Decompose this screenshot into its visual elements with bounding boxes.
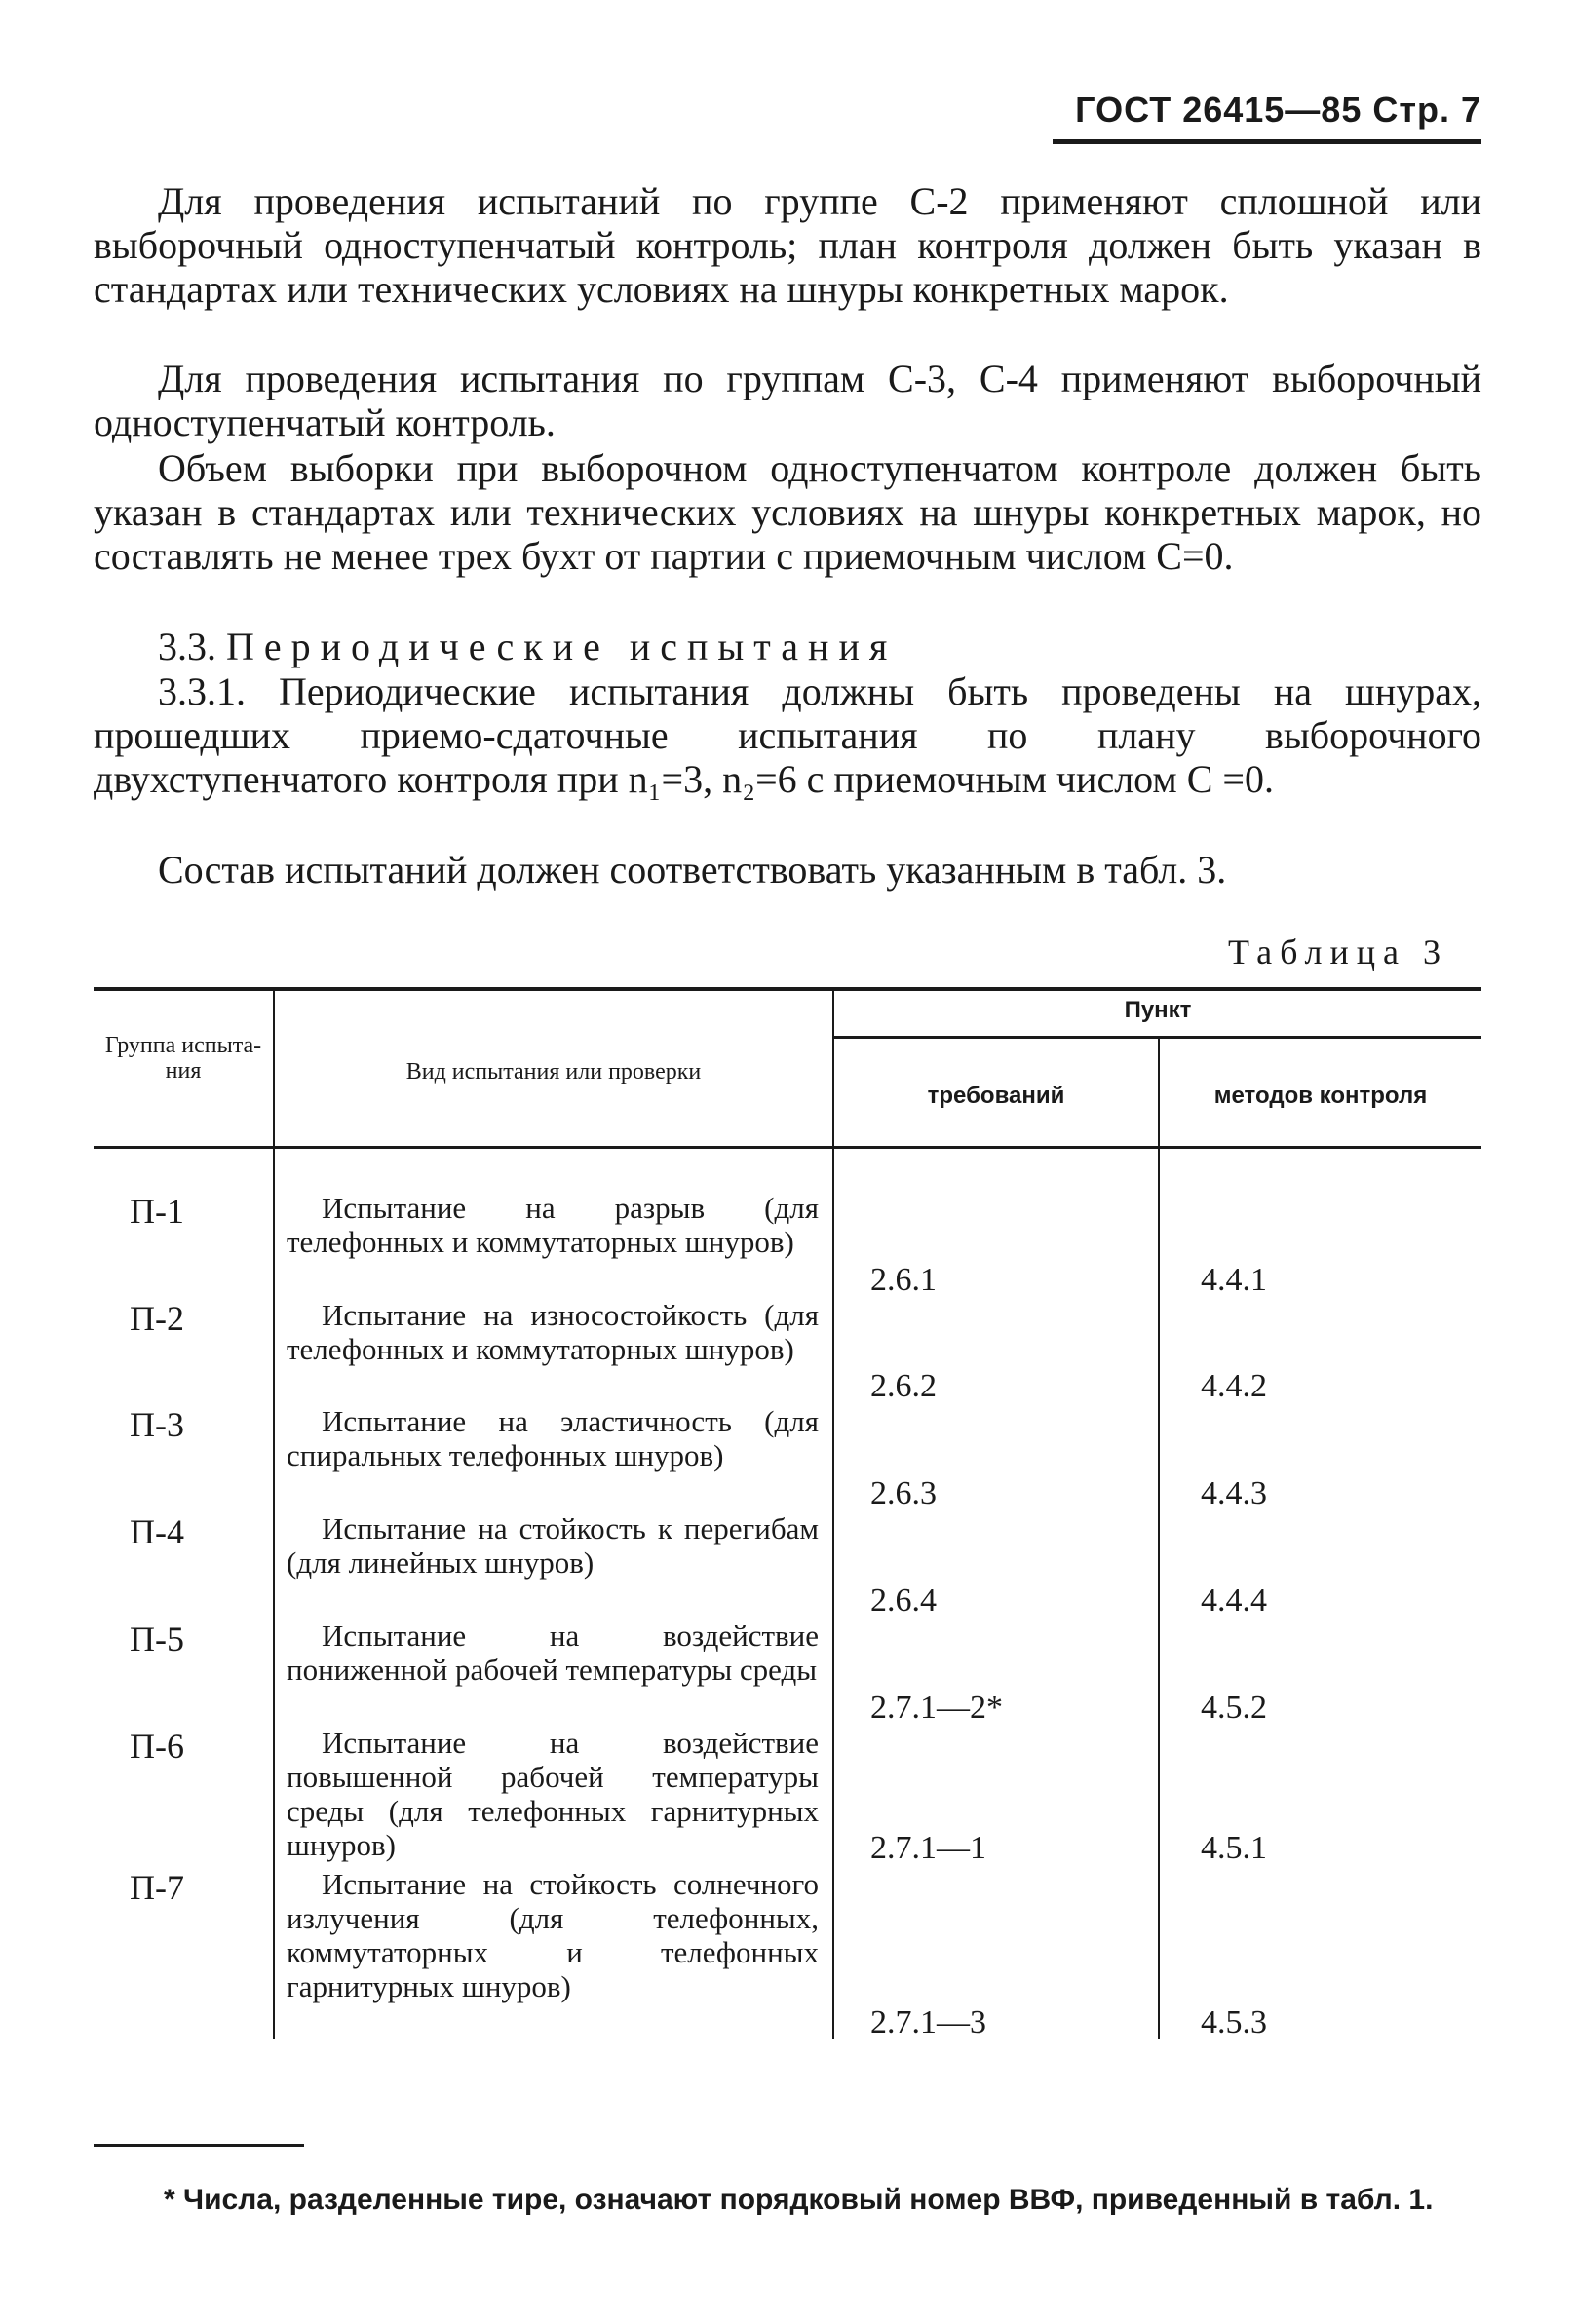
- page-header: ГОСТ 26415—85 Стр. 7: [1075, 90, 1481, 130]
- row-description-p5: Испытание на воздействие пониженной рабочей температуры среды: [287, 1619, 819, 1687]
- column-divider-3: [1158, 1038, 1160, 2039]
- header-point: Пункт: [1124, 997, 1192, 1023]
- row-group-p6: П-6: [130, 1727, 184, 1766]
- row-methods-p4: 4.4.4: [1201, 1582, 1267, 1619]
- row-description-p6: Испытание на воздействие повышенной рабочей температуры среды (для телефонных гарнитурных шнуров): [287, 1726, 819, 1862]
- header-type: Вид испытания или проверки: [405, 1059, 702, 1085]
- row-group-p3: П-3: [130, 1405, 184, 1444]
- row-description-p2: Испытание на износостойкость (для телефонных и коммутаторных шнуров): [287, 1298, 819, 1366]
- row-group-p7: П-7: [130, 1868, 184, 1907]
- row-requirements-p2: 2.6.2: [870, 1368, 937, 1404]
- footnote-rule: [94, 2144, 304, 2147]
- column-divider-1: [273, 989, 275, 2039]
- header-group: Группа испытания: [104, 1033, 262, 1084]
- row-requirements-p7: 2.7.1—3: [870, 2004, 986, 2040]
- row-group-p4: П-4: [130, 1512, 184, 1551]
- row-methods-p1: 4.4.1: [1201, 1262, 1267, 1298]
- row-description-p1: Испытание на разрыв (для телефонных и коммутаторных шнуров): [287, 1191, 819, 1259]
- paragraph-4: 3.3.1. Периодические испытания должны быть проведены на шнурах, прошедших приемо-сдаточные испытания по плану выборочного двухступенчатого контроля при n₁=3, n₂=6 с приемочным числом С =0.: [94, 669, 1481, 801]
- row-requirements-p4: 2.6.4: [870, 1582, 937, 1619]
- row-requirements-p5: 2.7.1—2*: [870, 1690, 1003, 1726]
- paragraph-5: Состав испытаний должен соответствовать указанным в табл. 3.: [158, 848, 1227, 892]
- row-methods-p6: 4.5.1: [1201, 1830, 1267, 1866]
- header-rule: [1053, 139, 1481, 144]
- paragraph-1: Для проведения испытаний по группе С-2 применяют сплошной или выборочный одноступенчатый контроль; план контроля должен быть указан в стандартах или технических условиях на шнуры конкретных марок.: [94, 179, 1481, 311]
- row-description-p4: Испытание на стойкость к перегибам (для линейных шнуров): [287, 1511, 819, 1580]
- row-methods-p2: 4.4.2: [1201, 1368, 1267, 1404]
- row-requirements-p1: 2.6.1: [870, 1262, 937, 1298]
- header-methods: методов контроля: [1213, 1083, 1428, 1109]
- column-divider-2: [832, 989, 834, 2039]
- row-description-p3: Испытание на эластичность (для спиральных телефонных шнуров): [287, 1404, 819, 1472]
- row-group-p2: П-2: [130, 1299, 184, 1338]
- section-title: Периодические испытания: [226, 625, 898, 668]
- table-header-rule: [94, 1146, 1481, 1149]
- section-heading: [94, 625, 1481, 668]
- table-caption: Таблица 3: [1228, 933, 1448, 972]
- row-requirements-p6: 2.7.1—1: [870, 1830, 986, 1866]
- row-group-p1: П-1: [130, 1192, 184, 1231]
- header-requirements: требований: [927, 1083, 1065, 1109]
- row-methods-p5: 4.5.2: [1201, 1690, 1267, 1726]
- row-methods-p7: 4.5.3: [1201, 2004, 1267, 2040]
- footnote: * Числа, разделенные тире, означают порядковый номер ВВФ, приведенный в табл. 1.: [164, 2184, 1434, 2216]
- row-methods-p3: 4.4.3: [1201, 1475, 1267, 1511]
- row-description-p7: Испытание на стойкость солнечного излучения (для телефонных, коммутаторных и телефонных гарнитурных шнуров): [287, 1867, 819, 2003]
- section-number: 3.3.: [158, 625, 216, 668]
- row-requirements-p3: 2.6.3: [870, 1475, 937, 1511]
- paragraph-3: Объем выборки при выборочном одноступенчатом контроле должен быть указан в стандартах или технических условиях на шнуры конкретных марок, но составлять не менее трех бухт от партии с приемочным числом С=0.: [94, 446, 1481, 578]
- point-subheader-rule: [832, 1036, 1481, 1039]
- paragraph-2: Для проведения испытания по группам С-3, С-4 применяют выборочный одноступенчатый контроль.: [94, 357, 1481, 444]
- row-group-p5: П-5: [130, 1619, 184, 1658]
- table-top-rule: [94, 987, 1481, 991]
